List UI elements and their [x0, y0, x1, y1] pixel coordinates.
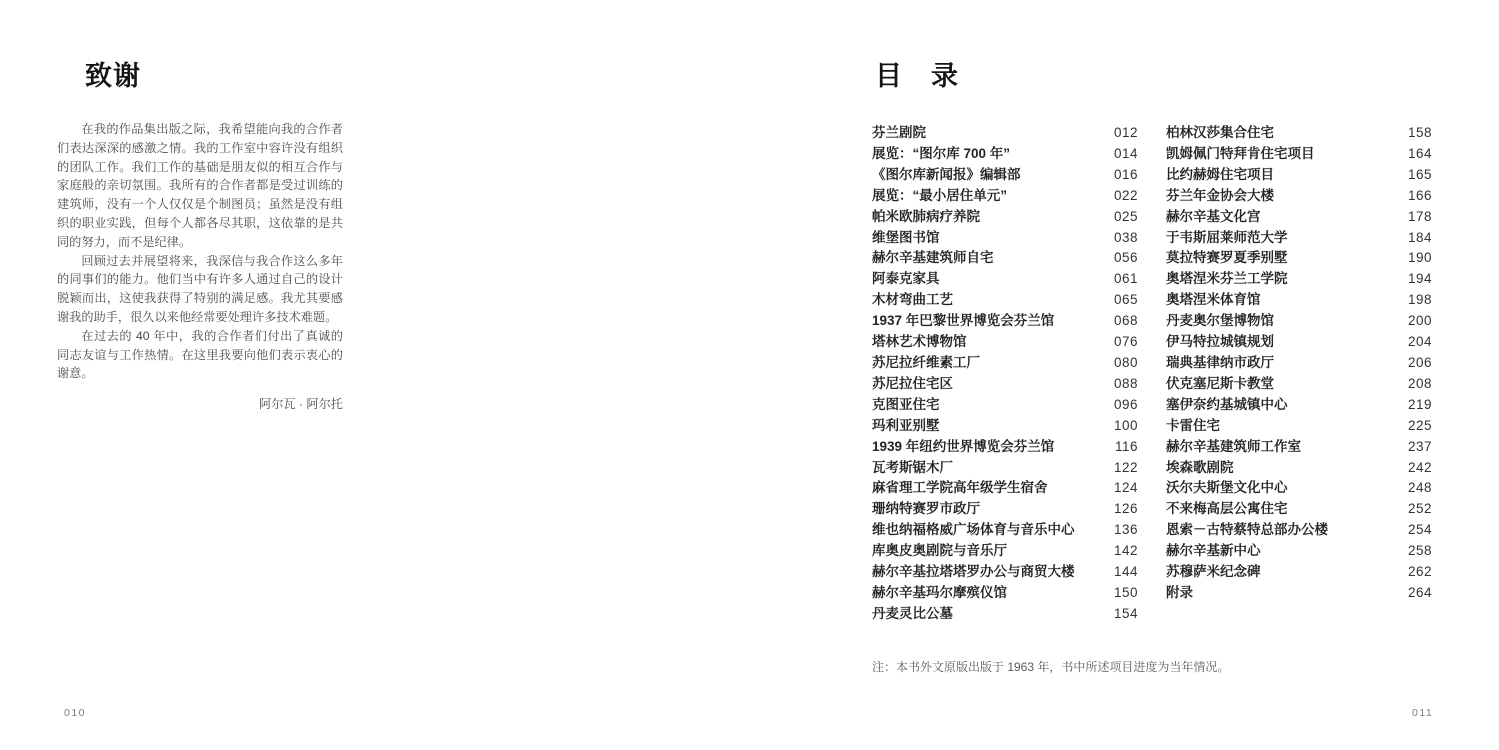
- toc-entry-title: 瓦考斯锯木厂: [872, 459, 953, 475]
- toc-entry-title: 赫尔辛基建筑师自宅: [872, 250, 994, 266]
- toc-entry: [872, 372, 1138, 393]
- toc-entry: [872, 121, 1138, 142]
- toc-entry: [1166, 456, 1432, 477]
- toc-entry: [872, 414, 1138, 435]
- toc-entry-page: 025: [1113, 208, 1138, 224]
- toc-entry-title: 珊纳特赛罗市政厅: [872, 501, 980, 517]
- toc-entry-title: 维也纳福格威广场体育与音乐中心: [872, 522, 1075, 538]
- toc-entry-page: 204: [1407, 334, 1432, 350]
- toc-entry-page: 022: [1113, 187, 1138, 203]
- toc-entry-page: 100: [1113, 417, 1138, 433]
- toc-entry: [872, 330, 1138, 351]
- toc-entry-title: 恩索－古特蔡特总部办公楼: [1166, 522, 1328, 538]
- toc-entry-title: 不来梅高层公寓住宅: [1166, 501, 1288, 517]
- toc-column-left: [872, 121, 1138, 623]
- toc-entry-page: 068: [1113, 313, 1138, 329]
- toc-entry-title: 《图尔库新闻报》编辑部: [872, 166, 1021, 182]
- toc-entry: [872, 184, 1138, 205]
- toc-entry: [1166, 142, 1432, 163]
- toc-entry: [1166, 226, 1432, 247]
- acknowledgments-text: [57, 120, 343, 383]
- toc-entry-title: 埃森歌剧院: [1166, 459, 1234, 475]
- toc-entry-title: 赫尔辛基玛尔摩殡仪馆: [872, 584, 1007, 600]
- toc-entry-page: 206: [1407, 354, 1432, 370]
- toc-entry-title: 比约赫姆住宅项目: [1166, 166, 1274, 182]
- toc-entry-title: 苏穆萨米纪念碑: [1166, 564, 1261, 580]
- toc-entry-title: 1937 年巴黎世界博览会芬兰馆: [872, 313, 1055, 329]
- toc-entry-page: 144: [1113, 564, 1138, 580]
- toc-entry-page: 252: [1407, 501, 1432, 517]
- toc-entry: [1166, 163, 1432, 184]
- toc-entry-title: 阿泰克家具: [872, 271, 940, 287]
- toc-entry-title: 1939 年纽约世界博览会芬兰馆: [872, 438, 1055, 454]
- toc-entry: [1166, 288, 1432, 309]
- toc-entry-page: 076: [1113, 334, 1138, 350]
- toc-entry-page: 184: [1407, 229, 1432, 245]
- toc-entry-page: 038: [1113, 229, 1138, 245]
- toc-entry-page: 116: [1114, 438, 1138, 454]
- toc-entry: [872, 518, 1138, 539]
- toc-entry-page: 254: [1407, 522, 1432, 538]
- toc-entry-page: 198: [1407, 292, 1432, 308]
- toc-entry-title: 玛利亚别墅: [872, 417, 940, 433]
- toc-entry-page: 061: [1113, 271, 1138, 287]
- toc-entry-page: 154: [1113, 605, 1138, 621]
- toc-entry: [1166, 581, 1432, 602]
- toc-entry-page: 158: [1407, 125, 1432, 140]
- toc-entry-title: 塔林艺术博物馆: [872, 334, 967, 350]
- toc-entry-title: 苏尼拉纤维素工厂: [872, 354, 980, 370]
- toc-entry-title: 瑞典基律纳市政厅: [1166, 354, 1274, 370]
- toc-entry: [872, 456, 1138, 477]
- toc-entry-page: 200: [1407, 313, 1432, 329]
- toc-entry: [872, 560, 1138, 581]
- toc-entry-page: 056: [1113, 250, 1138, 266]
- toc-entry-page: 014: [1113, 145, 1138, 161]
- toc-entry-page: 136: [1113, 522, 1138, 538]
- toc-column-right: [1166, 121, 1432, 602]
- acknowledgments-paragraph: 在我的作品集出版之际，我希望能向我的合作者们表达深深的感激之情。我的工作室中容许没有组织的团队工作。我们工作的基础是朋友似的相互合作与家庭般的亲切氛围。我所有的合作者都是受过训练的建筑师，没有一个人仅仅是个制图员；虽然是没有组织的职业实践，但每个人都各尽其职，这依靠的是共同的努力，而不是纪律。: [57, 122, 343, 249]
- toc-entry: [872, 226, 1138, 247]
- toc-entry-title: 帕米欧肺病疗养院: [872, 208, 980, 224]
- toc-entry: [1166, 539, 1432, 560]
- toc-entry: [1166, 351, 1432, 372]
- toc-entry-title: 库奥皮奥剧院与音乐厅: [872, 543, 1007, 559]
- toc-entry-title: 克图亚住宅: [872, 396, 940, 412]
- toc-entry-title: 苏尼拉住宅区: [872, 375, 953, 391]
- toc-entry-title: 丹麦灵比公墓: [872, 605, 953, 621]
- toc-entry-title: 卡雷住宅: [1166, 417, 1220, 433]
- toc-entry-title: 伏克塞尼斯卡教堂: [1166, 375, 1274, 391]
- toc-entry-title: 丹麦奥尔堡博物馆: [1166, 313, 1274, 329]
- toc-entry: [872, 288, 1138, 309]
- toc-entry: [872, 602, 1138, 623]
- toc-entry-page: 219: [1407, 396, 1432, 412]
- toc-entry-title: 莫拉特赛罗夏季别墅: [1166, 250, 1288, 266]
- toc-entry: [1166, 372, 1432, 393]
- page-number-right: 011: [1412, 707, 1434, 719]
- toc-entry: [872, 539, 1138, 560]
- toc-entry-page: 264: [1407, 584, 1432, 600]
- toc-entry-page: 190: [1407, 250, 1432, 266]
- toc-entry: [872, 142, 1138, 163]
- toc-entry: [872, 476, 1138, 497]
- toc-entry-page: 088: [1113, 375, 1138, 391]
- page-number-left: 010: [64, 707, 87, 719]
- toc-entry-page: 165: [1407, 166, 1432, 182]
- toc-entry-page: 122: [1113, 459, 1138, 475]
- toc-entry-title: 柏林汉莎集合住宅: [1166, 125, 1274, 140]
- acknowledgments-paragraph: 在过去的 40 年中，我的合作者们付出了真诚的同志友谊与工作热情。在这里我要向他们表示衷心的谢意。: [57, 328, 343, 381]
- toc-entry-title: 伊马特拉城镇规划: [1166, 334, 1274, 350]
- toc-entry-page: 096: [1113, 396, 1138, 412]
- toc-entry-page: 012: [1113, 125, 1138, 140]
- toc-entry: [872, 205, 1138, 226]
- toc-entry: [872, 581, 1138, 602]
- toc-entry-title: 凯姆佩门特拜肯住宅项目: [1166, 145, 1315, 161]
- toc-entry-page: 142: [1113, 543, 1138, 559]
- toc-entry: [872, 309, 1138, 330]
- toc-entry-page: 237: [1407, 438, 1432, 454]
- toc-entry-title: 麻省理工学院高年级学生宿舍: [872, 480, 1048, 496]
- toc-entry: [1166, 184, 1432, 205]
- toc-entry-title: 展览：“图尔库 700 年”: [872, 145, 1011, 161]
- toc-entry-page: 080: [1113, 354, 1138, 370]
- toc-entry-page: 124: [1113, 480, 1138, 496]
- toc-entry-title: 维堡图书馆: [872, 229, 940, 245]
- toc-entry-title: 沃尔夫斯堡文化中心: [1166, 480, 1288, 496]
- toc-entry: [1166, 246, 1432, 267]
- toc-entry-title: 于韦斯屈莱师范大学: [1166, 229, 1288, 245]
- toc-entry-title: 赫尔辛基新中心: [1166, 543, 1261, 559]
- edition-note: 注：本书外文原版出版于 1963 年，书中所述项目进度为当年情况。: [872, 660, 1230, 674]
- toc-entry-page: 262: [1407, 564, 1432, 580]
- acknowledgments-paragraph: 回顾过去并展望将来，我深信与我合作这么多年的同事们的能力。他们当中有许多人通过自己的设计脱颖而出，这使我获得了特别的满足感。我尤其要感谢我的助手，很久以来他经常要处理许多技术难题。: [57, 253, 343, 324]
- toc-entry-page: 248: [1407, 480, 1432, 496]
- toc-entry: [1166, 560, 1432, 581]
- toc-entry: [1166, 309, 1432, 330]
- toc-entry-title: 塞伊奈约基城镇中心: [1166, 396, 1288, 412]
- toc-entry: [872, 163, 1138, 184]
- toc-entry: [1166, 476, 1432, 497]
- toc-entry-title: 展览：“最小居住单元”: [872, 187, 1007, 203]
- toc-entry-page: 178: [1407, 208, 1432, 224]
- toc-entry-title: 赫尔辛基文化宫: [1166, 208, 1261, 224]
- toc-entry: [872, 497, 1138, 518]
- toc-entry-page: 016: [1113, 166, 1138, 182]
- toc-entry: [1166, 330, 1432, 351]
- acknowledgments-title: 致谢: [85, 61, 141, 91]
- toc-entry: [1166, 497, 1432, 518]
- toc-entry: [1166, 393, 1432, 414]
- toc-entry-page: 150: [1113, 584, 1138, 600]
- toc-entry-title: 赫尔辛基建筑师工作室: [1166, 438, 1301, 454]
- toc-entry-title: 木材弯曲工艺: [872, 292, 953, 308]
- toc-entry: [1166, 435, 1432, 456]
- toc-entry-title: 奥塔涅米体育馆: [1166, 292, 1261, 308]
- toc-entry: [1166, 205, 1432, 226]
- toc-entry-title: 奥塔涅米芬兰工学院: [1166, 271, 1288, 287]
- toc-entry-page: 065: [1113, 292, 1138, 308]
- toc-entry-title: 赫尔辛基拉塔塔罗办公与商贸大楼: [872, 564, 1075, 580]
- toc-entry-page: 194: [1407, 271, 1432, 287]
- toc-title: 目 录: [875, 61, 959, 91]
- toc-entry-title: 芬兰剧院: [872, 125, 926, 140]
- toc-entry-page: 258: [1407, 543, 1432, 559]
- toc-entry: [872, 246, 1138, 267]
- toc-entry: [1166, 414, 1432, 435]
- toc-entry-title: 附录: [1166, 584, 1193, 600]
- toc-entry-page: 225: [1407, 417, 1432, 433]
- toc-entry-page: 208: [1407, 375, 1432, 391]
- toc-entry-title: 芬兰年金协会大楼: [1166, 187, 1274, 203]
- toc-entry-page: 126: [1113, 501, 1138, 517]
- toc-entry: [1166, 518, 1432, 539]
- author-signature: 阿尔瓦 · 阿尔托: [259, 397, 343, 411]
- toc-entry: [872, 351, 1138, 372]
- toc-entry-page: 242: [1407, 459, 1432, 475]
- toc-entry-page: 164: [1407, 145, 1432, 161]
- toc-entry: [872, 435, 1138, 456]
- toc-entry: [1166, 267, 1432, 288]
- toc-entry: [872, 393, 1138, 414]
- toc-entry: [872, 267, 1138, 288]
- toc-entry: [1166, 121, 1432, 142]
- toc-entry-page: 166: [1407, 187, 1432, 203]
